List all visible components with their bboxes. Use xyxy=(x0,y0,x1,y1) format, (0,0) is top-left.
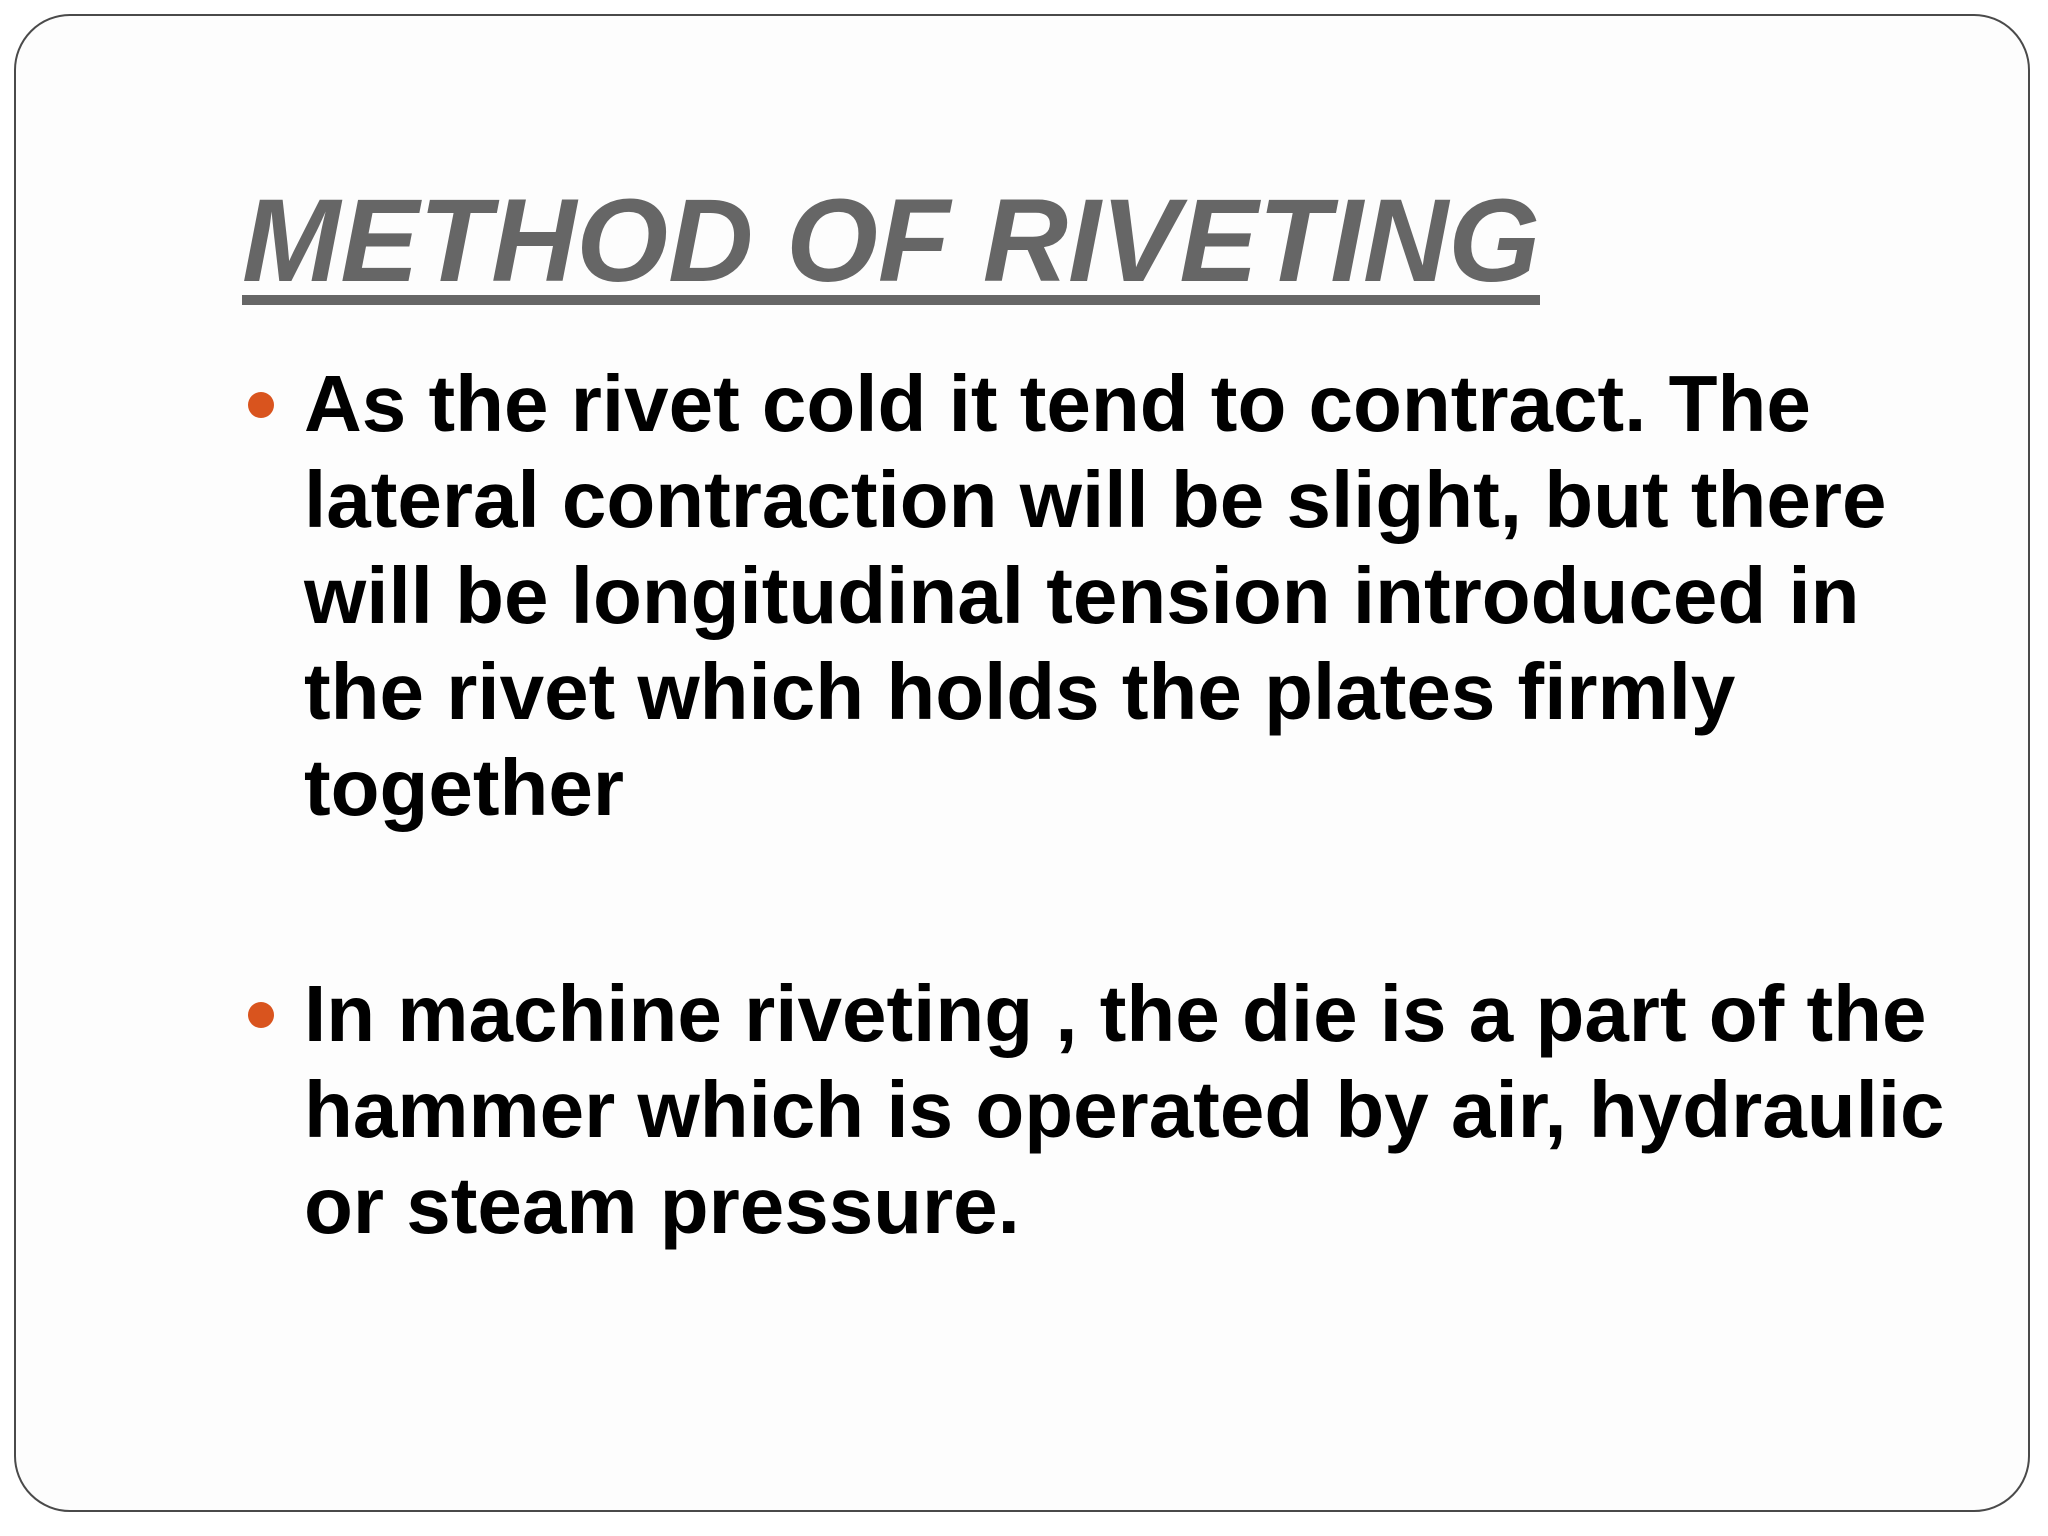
bullet-list xyxy=(242,356,1962,1254)
bullet-text: As the rivet cold it tend to contract. The lateral contraction will be slight, but there will be longitudinal tension introduced in the rivet which holds the plates firmly together xyxy=(304,359,1887,832)
bullet-item xyxy=(242,356,1962,836)
bullet-dot-icon xyxy=(248,1002,274,1028)
slide-frame xyxy=(14,14,2030,1512)
slide-title: METHOD OF RIVETING xyxy=(242,175,1540,307)
bullet-text: In machine riveting , the die is a part of the hammer which is operated by air, hydraulic or steam pressure. xyxy=(304,969,1945,1250)
bullet-dot-icon xyxy=(248,392,274,418)
bullet-item xyxy=(242,966,1962,1254)
